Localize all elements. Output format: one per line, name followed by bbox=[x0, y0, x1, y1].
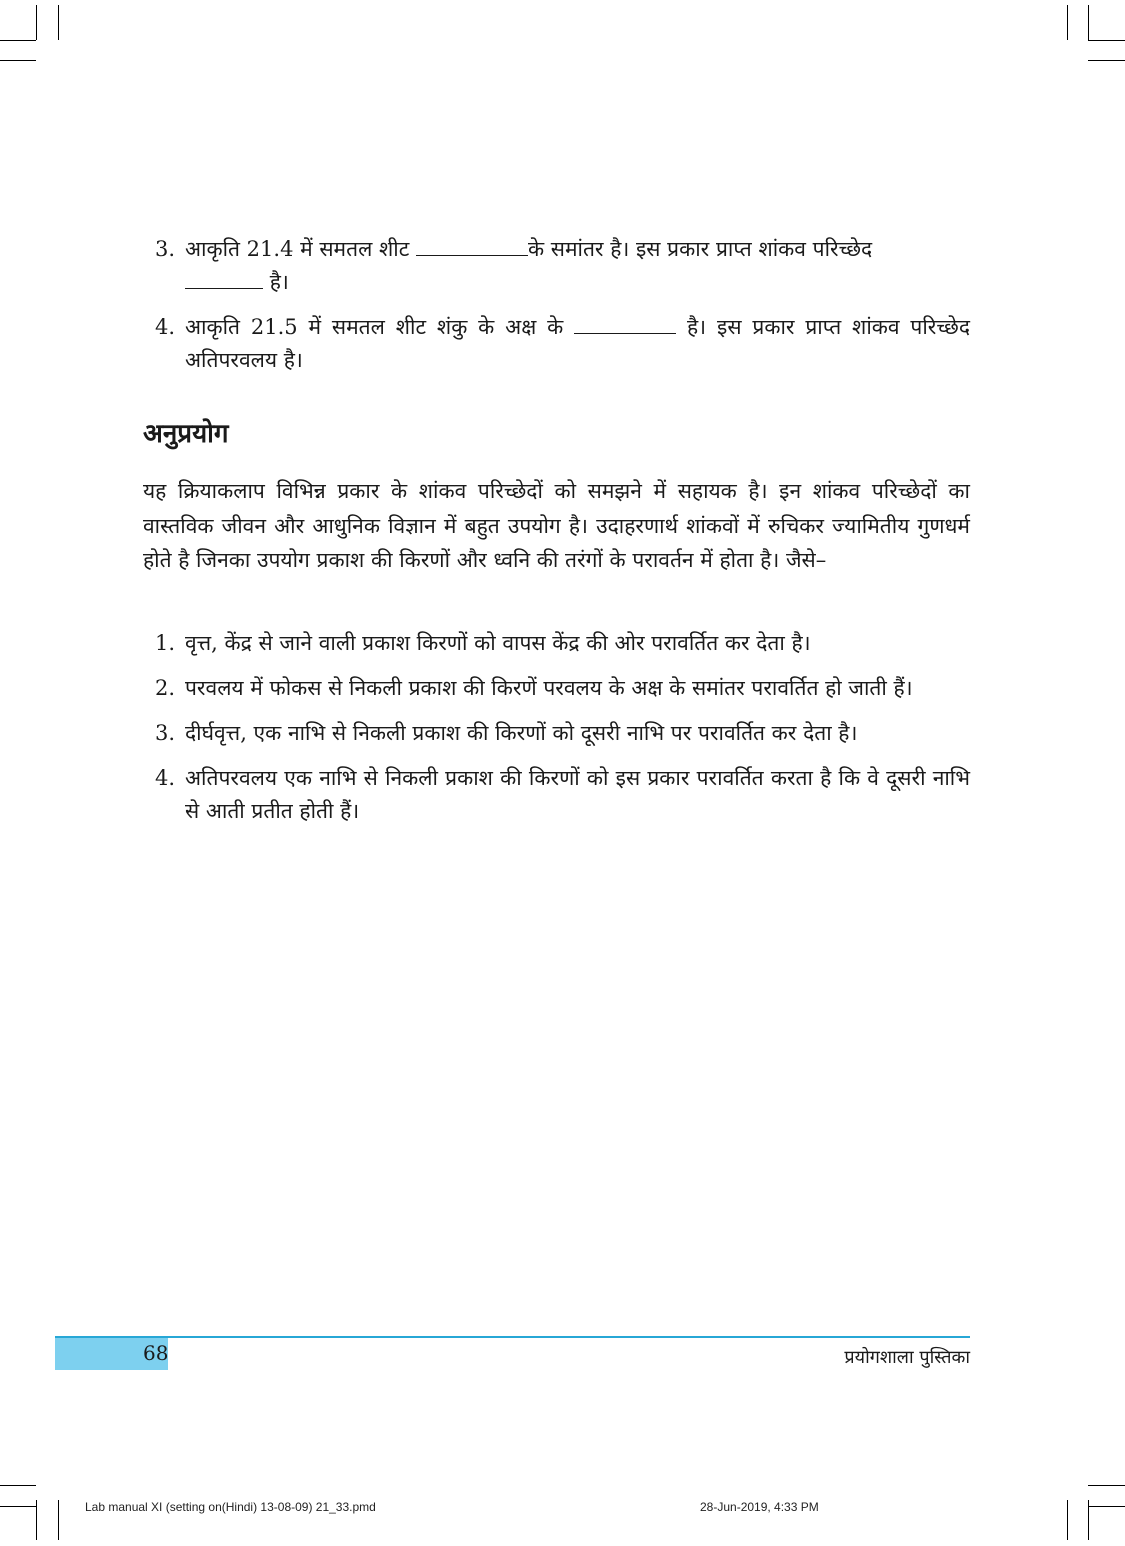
crop-mark bbox=[1088, 40, 1125, 41]
section-heading: अनुप्रयोग bbox=[143, 419, 229, 449]
question-list bbox=[155, 233, 970, 389]
item-number: 2. bbox=[155, 676, 176, 700]
fill-in-blank bbox=[185, 270, 263, 289]
crop-mark bbox=[58, 5, 59, 40]
item-text: आकृति 21.4 में समतल शीट bbox=[185, 237, 410, 261]
print-slug-filename: Lab manual XI (setting on(Hindi) 13-08-09) 21_33.pmd bbox=[85, 1500, 376, 1514]
list-item bbox=[155, 311, 970, 377]
crop-mark bbox=[36, 5, 37, 40]
item-number: 3. bbox=[155, 721, 176, 745]
list-item bbox=[155, 762, 970, 828]
crop-mark bbox=[0, 60, 36, 61]
item-number: 4. bbox=[155, 766, 176, 790]
crop-mark bbox=[1067, 5, 1068, 40]
book-title: प्रयोगशाला पुस्तिका bbox=[844, 1347, 970, 1368]
crop-mark bbox=[1067, 1500, 1068, 1540]
fill-in-blank bbox=[416, 237, 528, 256]
item-text: आकृति 21.5 में समतल शीट शंकु के अक्ष के bbox=[185, 315, 564, 339]
item-text: अतिपरवलय एक नाभि से निकली प्रकाश की किरणों को इस प्रकार परावर्तित करता है कि वे दूसरी नाभि से आती प्रतीत होती हैं। bbox=[185, 766, 970, 823]
crop-mark bbox=[1088, 60, 1125, 61]
item-text: दीर्घवृत्त, एक नाभि से निकली प्रकाश की किरणों को दूसरी नाभि पर परावर्तित कर देता है। bbox=[185, 721, 858, 745]
item-text: के समांतर है। इस प्रकार प्राप्त शांकव परिच्छेद bbox=[527, 237, 873, 261]
item-number: 1. bbox=[155, 631, 176, 655]
fill-in-blank bbox=[574, 315, 676, 334]
item-text: वृत्त, केंद्र से जाने वाली प्रकाश किरणों को वापस केंद्र की ओर परावर्तित कर देता है। bbox=[185, 631, 811, 655]
crop-mark bbox=[1088, 1485, 1125, 1486]
crop-mark bbox=[0, 40, 36, 41]
list-item bbox=[155, 233, 970, 299]
application-list bbox=[155, 627, 970, 840]
item-number: 4. bbox=[155, 315, 176, 339]
crop-mark bbox=[0, 1506, 36, 1507]
item-text: है। इस प्रकार प्राप्त शांकव परिच्छेद अतिपरवलय है। bbox=[185, 315, 970, 372]
body-paragraph: यह क्रियाकलाप विभिन्न प्रकार के शांकव परिच्छेदों को समझने में सहायक है। इन शांकव परिच्छेदों का वास्तविक जीवन और आधुनिक विज्ञान में बहुत उपयोग है। उदाहरणार्थ शांकवों में रुचिकर ज्यामितीय गुणधर्म होते है जिनका उपयोग प्रकाश की किरणों और ध्वनि की तरंगों के परावर्तन में होता है। जैसे– bbox=[143, 479, 970, 572]
crop-mark bbox=[36, 1500, 37, 1540]
item-number: 3. bbox=[155, 237, 176, 261]
crop-mark bbox=[0, 1485, 36, 1486]
item-text: है। bbox=[269, 270, 289, 294]
page-number: 68 bbox=[143, 1341, 169, 1365]
list-item bbox=[155, 627, 970, 660]
list-item bbox=[155, 672, 970, 705]
crop-mark bbox=[1088, 1506, 1125, 1507]
crop-mark bbox=[1088, 5, 1089, 40]
footer-rule bbox=[55, 1336, 970, 1338]
item-text: परवलय में फोकस से निकली प्रकाश की किरणें परवलय के अक्ष के समांतर परावर्तित हो जाती हैं। bbox=[185, 676, 913, 700]
crop-mark bbox=[58, 1500, 59, 1540]
list-item bbox=[155, 717, 970, 750]
print-slug-timestamp: 28-Jun-2019, 4:33 PM bbox=[700, 1500, 819, 1514]
